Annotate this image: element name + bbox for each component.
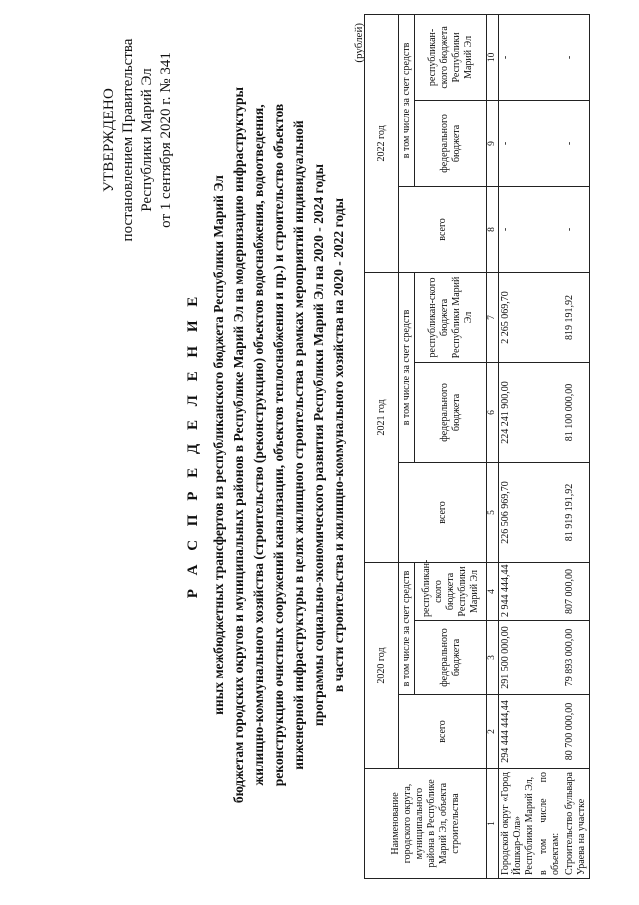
document-heading: [182, 45, 349, 845]
header-republic-2021: республикан-ского бюджета Республики Марий Эл: [415, 272, 487, 362]
header-federal-2020: федерального бюджета: [415, 621, 487, 695]
col-number: 7: [487, 272, 499, 362]
table-row: [537, 14, 563, 878]
col-number: 1: [487, 769, 499, 879]
heading-line: бюджетам городских округов и муниципальных районов в Республике Марий Эл на модернизацию инфраструктуры: [231, 86, 246, 804]
row-value: 291 500 000,00: [499, 621, 538, 695]
row-value: [537, 14, 563, 100]
distribution-table-wrapper: [364, 15, 590, 879]
units-label: (рублей): [353, 23, 365, 63]
distribution-table: [364, 14, 590, 879]
row-value: [537, 100, 563, 186]
row-value: -: [563, 186, 590, 272]
approval-line-3: от 1 сентября 2020 г. № 341: [158, 52, 174, 228]
row-name: в том числе по объектам:: [537, 769, 563, 879]
document-title: Р А С П Р Е Д Е Л Е Н И Е: [185, 291, 201, 599]
row-value: [537, 695, 563, 769]
row-value: 2 265 069,70: [499, 272, 538, 362]
col-number: 9: [487, 100, 499, 186]
approval-line-2: Республики Марий Эл: [139, 68, 155, 212]
row-value: 819 191,92: [563, 272, 590, 362]
row-value: -: [499, 100, 538, 186]
row-value: 81 100 000,00: [563, 362, 590, 462]
row-value: [537, 272, 563, 362]
header-incl-2020: в том числе за счет средств: [399, 562, 415, 694]
heading-line: реконструкцию очистных сооружений канализации, объектов теплоснабжения и пр.) и строительство объектов: [271, 103, 286, 787]
approval-block: [100, 25, 176, 255]
row-value: -: [499, 14, 538, 100]
row-value: [537, 186, 563, 272]
heading-line: программы социально-экономического развития Республики Марий Эл на 2020 - 2024 годы: [311, 163, 326, 727]
row-value: [537, 621, 563, 695]
row-value: 2 944 444,44: [499, 562, 538, 620]
header-incl-2021: в том числе за счет средств: [399, 272, 415, 462]
header-total-2022: всего: [399, 186, 487, 272]
col-number: 2: [487, 695, 499, 769]
header-total-2020: всего: [399, 695, 487, 769]
row-name: Городской округ «Город Йошкар-Ола» Республики Марий Эл,: [499, 769, 538, 879]
table-row: [563, 14, 590, 878]
heading-line: инженерной инфраструктуры в целях жилищного строительства в рамках мероприятий индивидуальной: [291, 120, 306, 770]
row-value: 807 000,00: [563, 562, 590, 620]
header-federal-2021: федерального бюджета: [415, 362, 487, 462]
row-value: 81 919 191,92: [563, 462, 590, 562]
header-year-2021: 2021 год: [365, 272, 399, 562]
row-value: 79 893 000,00: [563, 621, 590, 695]
row-value: 80 700 000,00: [563, 695, 590, 769]
header-total-2021: всего: [399, 462, 487, 562]
row-value: -: [563, 100, 590, 186]
row-value: [537, 562, 563, 620]
header-year-2020: 2020 год: [365, 562, 399, 768]
header-year-2022: 2022 год: [365, 14, 399, 272]
col-number: 5: [487, 462, 499, 562]
row-value: 224 241 900,00: [499, 362, 538, 462]
col-number: 4: [487, 562, 499, 620]
header-republic-2022: республикан-ского бюджета Республики Марий Эл: [415, 14, 487, 100]
approval-title: УТВЕРЖДЕНО: [101, 87, 117, 193]
row-value: -: [563, 14, 590, 100]
header-republic-2020: республикан-ского бюджета Республики Марий Эл: [415, 562, 487, 620]
header-incl-2022: в том числе за счет средств: [399, 14, 415, 186]
approval-line-1: постановлением Правительства: [120, 38, 136, 242]
heading-line: жилищно-коммунального хозяйства (строительство (реконструкцию) объектов водоснабжения, водоотведения,: [251, 104, 266, 786]
col-number: 3: [487, 621, 499, 695]
col-number: 6: [487, 362, 499, 462]
row-value: [537, 462, 563, 562]
col-number: 10: [487, 14, 499, 100]
row-value: -: [499, 186, 538, 272]
header-name: Наименование городского округа, муниципального района в Республике Марий Эл, объекта строительства: [365, 769, 487, 879]
row-value: 226 506 969,70: [499, 462, 538, 562]
table-row: [499, 14, 538, 878]
heading-line: иных межбюджетных трансфертов из республиканского бюджета Республики Марий Эл: [211, 175, 226, 715]
header-federal-2022: федерального бюджета: [415, 100, 487, 186]
row-value: 294 444 444,44: [499, 695, 538, 769]
heading-line: в части строительства и жилищно-коммунального хозяйства на 2020 - 2022 годы: [331, 197, 346, 693]
row-value: [537, 362, 563, 462]
col-number: 8: [487, 186, 499, 272]
row-name: Строительство бульвара Ураева на участке: [563, 769, 590, 879]
